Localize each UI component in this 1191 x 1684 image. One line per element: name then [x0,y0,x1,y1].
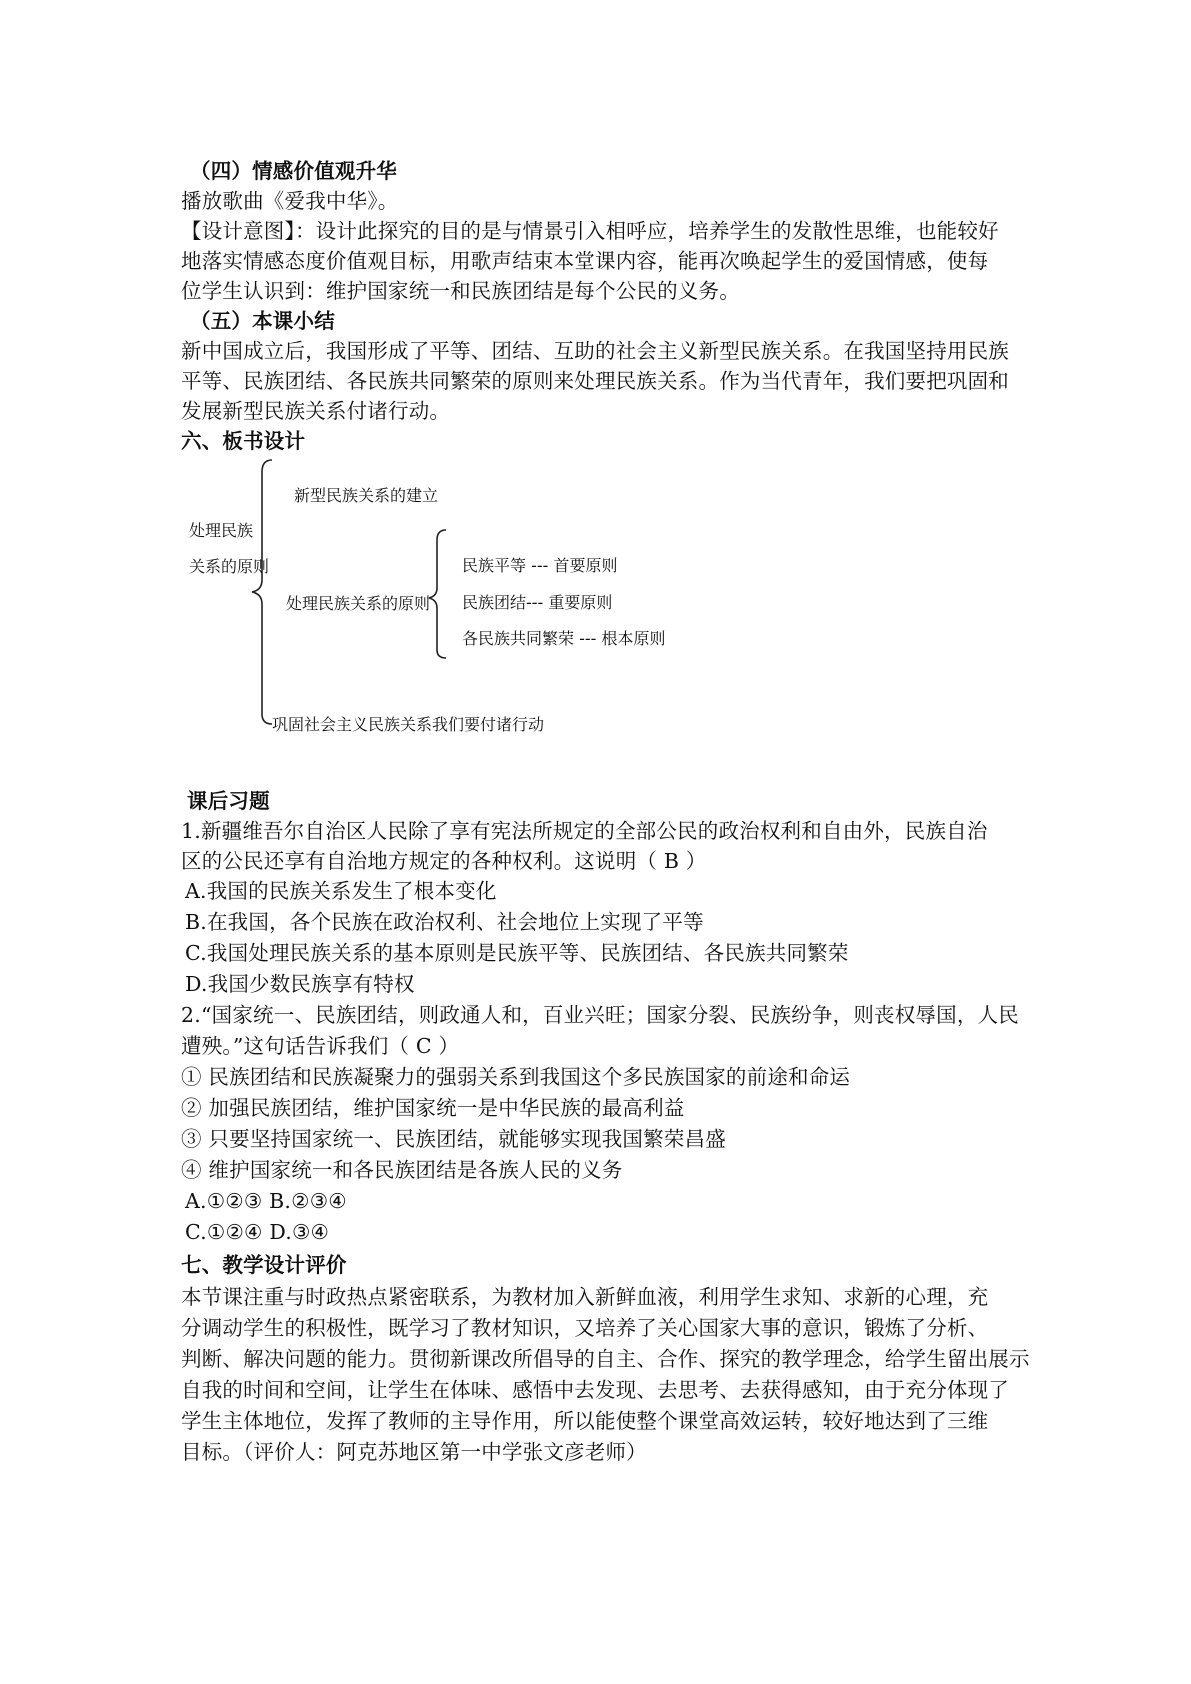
evaluation-line: 目标。（评价人：阿克苏地区第一中学张文彦老师） [181,1440,647,1464]
summary-line: 平等、民族团结、各民族共同繁荣的原则来处理民族关系。作为当代青年，我们要把巩固和 [181,369,1009,393]
exercises-heading: 课后习题 [187,789,270,813]
board-root-line1: 处理民族 [189,521,254,540]
small-brace [429,530,446,658]
board-branch-1: 新型民族关系的建立 [294,486,439,505]
evaluation-line: 学生主体地位，发挥了教师的主导作用，所以能使整个课堂高效运转，较好地达到了三维 [181,1409,989,1433]
section-heading-5: （五）本课小结 [190,309,335,333]
section-heading-4: （四）情感价值观升华 [190,159,397,183]
design-intent-line: 【设计意图】：设计此探究的目的是与情景引入相呼应，培养学生的发散性思维，也能较好 [181,219,999,243]
q1-option-d: D.我国少数民族享有特权 [185,972,415,996]
question-1-line: 区的公民还享有自治地方规定的各种权利。这说明（ B ） [181,849,707,873]
design-intent-line: 地落实情感态度价值观目标，用歌声结束本堂课内容，能再次唤起学生的爱国情感，使每 [181,249,989,273]
q2-item-2: ② 加强民族团结，维护国家统一是中华民族的最高利益 [181,1096,685,1120]
evaluation-line: 判断、解决问题的能力。贯彻新课改所倡导的自主、合作、探究的教学理念，给学生留出展示 [181,1347,1030,1371]
question-2-line: 遭殃。”这句话告诉我们（ C ） [181,1034,460,1058]
evaluation-line: 自我的时间和空间，让学生在体味、感悟中去发现、去思考、去获得感知，由于充分体现了 [181,1378,1009,1402]
q1-option-a: A.我国的民族关系发生了根本变化 [185,879,497,903]
q2-item-1: ① 民族团结和民族凝聚力的强弱关系到我国这个多民族国家的前途和命运 [181,1065,851,1089]
large-brace [252,460,272,724]
section-heading-6: 六、板书设计 [181,429,306,453]
q2-item-4: ④ 维护国家统一和各民族团结是各族人民的义务 [181,1158,623,1182]
board-branch-2: 处理民族关系的原则 [286,594,431,613]
section-heading-7: 七、教学设计评价 [181,1253,347,1277]
q2-options-row-2: C.①②④ D.③④ [185,1220,330,1244]
board-sub-1: 民族平等 --- 首要原则 [462,556,618,575]
q2-item-3: ③ 只要坚持国家统一、民族团结，就能够实现我国繁荣昌盛 [181,1127,726,1151]
q2-options-row-1: A.①②③ B.②③④ [185,1189,347,1213]
board-branch-3: 巩固社会主义民族关系我们要付诸行动 [272,715,545,734]
question-2-line: 2.“国家统一、民族团结，则政通人和，百业兴旺；国家分裂、民族纷争，则丧权辱国，人民 [181,1003,1019,1027]
question-1-line: 1.新疆维吾尔自治区人民除了享有宪法所规定的全部公民的政治权利和自由外，民族自治 [181,819,988,843]
design-intent-line: 位学生认识到：维护国家统一和民族团结是每个公民的义务。 [181,279,740,303]
paragraph-song: 播放歌曲《爱我中华》。 [181,189,399,213]
board-root-line2: 关系的原则 [189,557,270,576]
summary-line: 发展新型民族关系付诸行动。 [181,399,451,423]
q1-option-b: B.在我国，各个民族在政治权利、社会地位上实现了平等 [185,910,704,934]
evaluation-line: 本节课注重与时政热点紧密联系，为教材加入新鲜血液，利用学生求知、求新的心理，充 [181,1285,989,1309]
q1-option-c: C.我国处理民族关系的基本原则是民族平等、民族团结、各民族共同繁荣 [185,941,849,965]
board-sub-2: 民族团结--- 重要原则 [462,593,613,612]
evaluation-line: 分调动学生的积极性，既学习了教材知识，又培养了关心国家大事的意识，锻炼了分析、 [181,1316,989,1340]
board-sub-3: 各民族共同繁荣 --- 根本原则 [462,629,666,648]
summary-line: 新中国成立后，我国形成了平等、团结、互助的社会主义新型民族关系。在我国坚持用民族 [181,339,1009,363]
